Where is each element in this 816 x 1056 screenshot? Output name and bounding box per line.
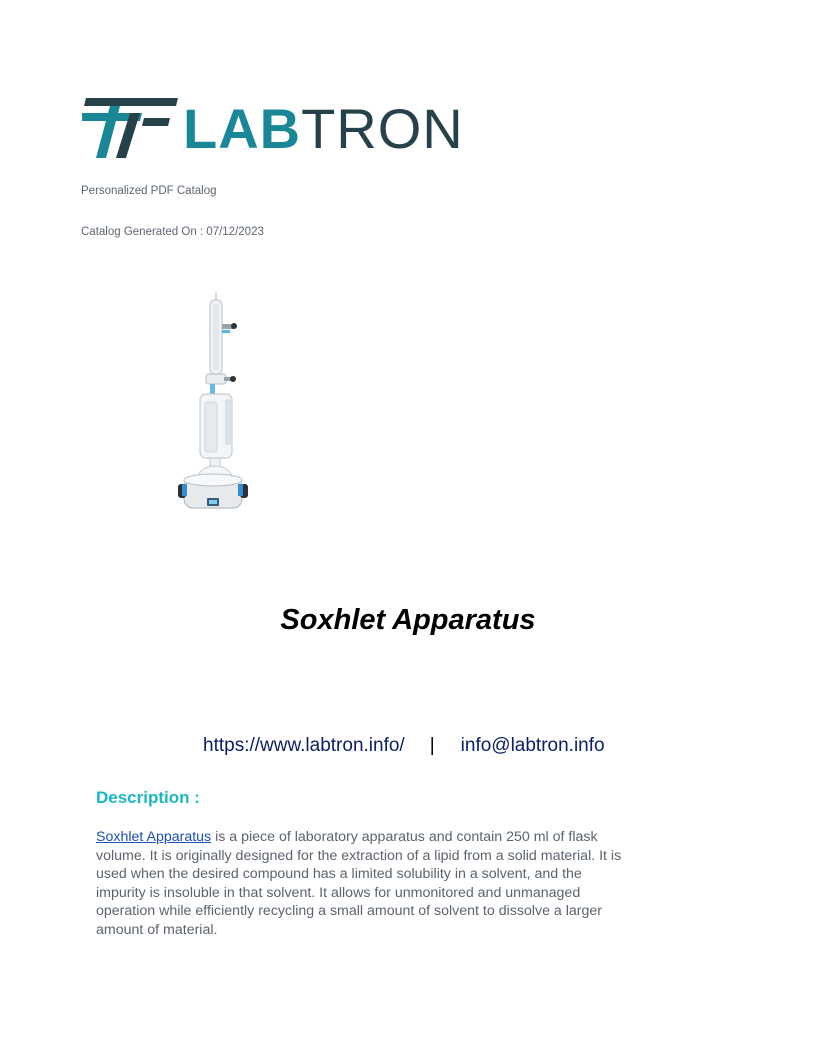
- catalog-label: Personalized PDF Catalog: [81, 185, 217, 197]
- description-heading: Description :: [96, 788, 200, 807]
- product-image: [170, 290, 250, 512]
- email-link[interactable]: info@labtron.info: [460, 735, 605, 756]
- labtron-logo: [82, 96, 462, 162]
- description-text: [96, 828, 626, 940]
- labtron-logo-mark-icon: [82, 96, 182, 162]
- logo-text-light: TRON: [301, 97, 464, 160]
- product-link[interactable]: Soxhlet Apparatus: [96, 829, 212, 845]
- contact-line: [203, 735, 605, 757]
- contact-separator: |: [429, 735, 435, 756]
- logo-text-bold: LAB: [183, 97, 302, 160]
- product-title: Soxhlet Apparatus: [280, 604, 536, 636]
- website-link[interactable]: https://www.labtron.info/: [203, 735, 405, 756]
- logo-wordmark: [183, 99, 464, 159]
- catalog-generated-date: Catalog Generated On : 07/12/2023: [81, 226, 264, 238]
- description-body: is a piece of laboratory apparatus and contain 250 ml of flask volume. It is originally designed for the extraction of a lipid from a solid material. It is used when the desired compound has a limited solubility in a solvent, and the impurity is insoluble in that solvent. It allows for unmonitored and unmanaged operation while efficiently recycling a small amount of solvent to dissolve a larger amount of material.: [96, 829, 622, 938]
